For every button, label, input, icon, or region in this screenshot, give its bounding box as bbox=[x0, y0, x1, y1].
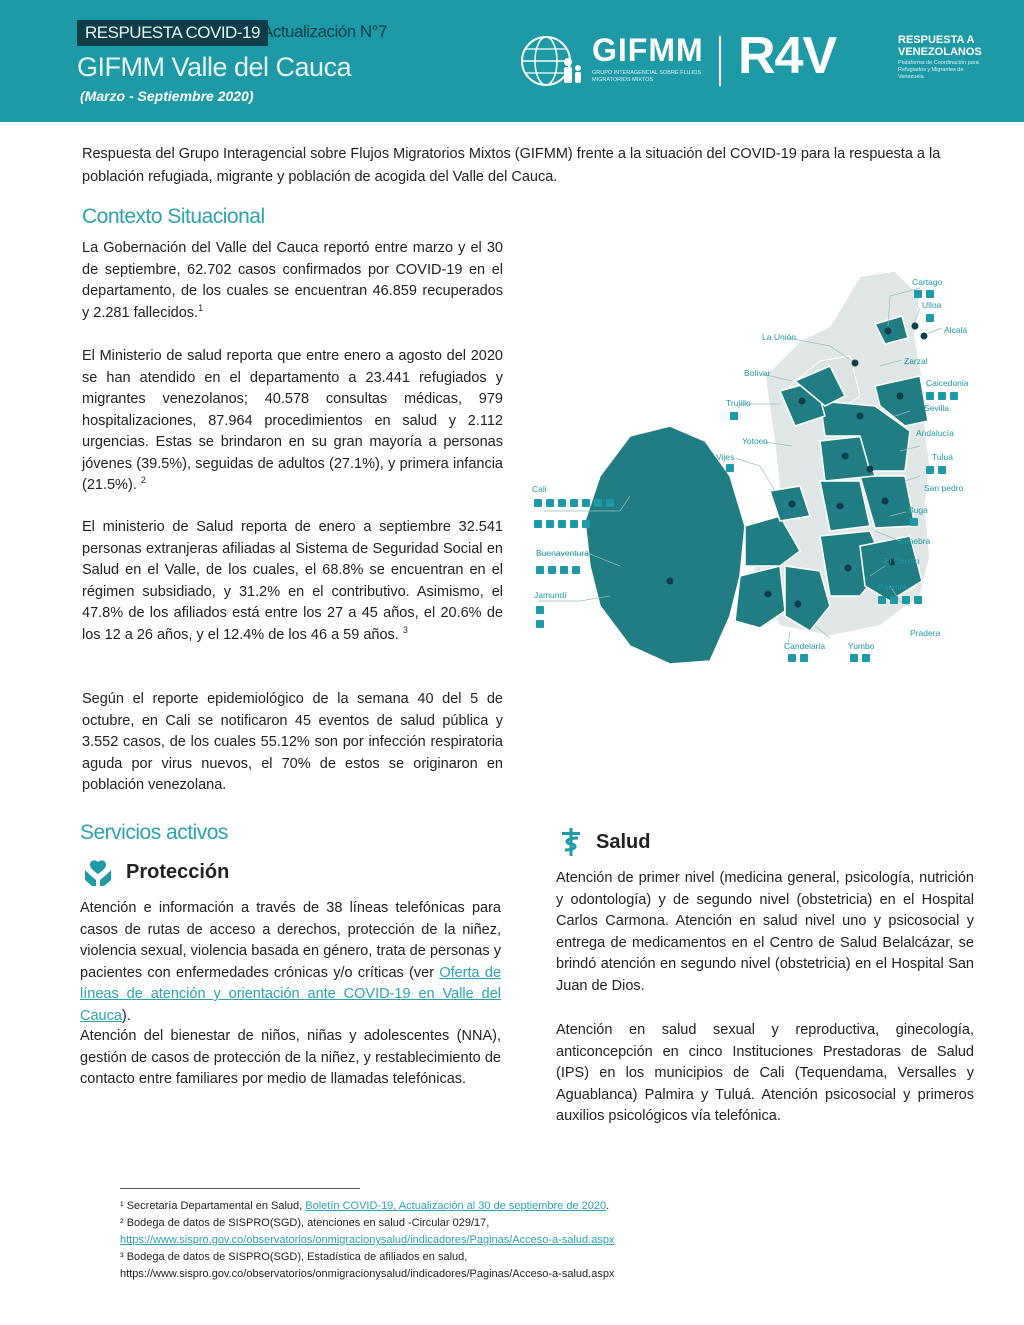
map-label-candelaria: Candelaria bbox=[784, 641, 826, 651]
map-label-buenaventura: Buenaventura bbox=[536, 548, 589, 558]
sector-icon bbox=[534, 499, 542, 507]
sector-icon bbox=[938, 466, 946, 474]
protection-hands-icon bbox=[82, 856, 114, 888]
proteccion-paragraph-1: Atención e información a través de 38 líneas telefónicas para casos de rutas de acceso a derechos, protección de la niñez, violencia sexual, violencia basada en género, trata de personas y pacientes con enfermedades crónicas y/o críticas (ver Oferta de líneas de atención y orientación ante COVID-19 en Valle del Cauca). bbox=[80, 900, 502, 1024]
footnote-2: ² Bodega de datos de SISPRO(SGD), atenciones en salud -Circular 029/17, https://www.sispro.gov.co/observatorios/onmigracionysalud/indicadores/Paginas/Acceso-a-salud.aspx bbox=[120, 1217, 615, 1246]
map-pin bbox=[897, 393, 904, 400]
map-pin bbox=[837, 503, 844, 510]
map-label-trujillo: Trujillo bbox=[726, 398, 751, 408]
map-label-cali: Cali bbox=[532, 484, 547, 494]
map-pin bbox=[885, 328, 892, 335]
sector-icon bbox=[950, 392, 958, 400]
sector-icon bbox=[926, 314, 934, 322]
footnote-divider bbox=[120, 1188, 360, 1189]
logo-divider bbox=[719, 36, 721, 86]
map-label-jamundi: Jamundí bbox=[534, 590, 567, 600]
map-label-cartago: Cartago bbox=[912, 277, 943, 287]
contexto-paragraph-3: El ministerio de Salud reporta de enero a septiembre 32.541 personas extranjeras afiliadas al Sistema de Seguridad Social en Salud en el Valle, de los cuales, el 68.8% se encuentran en el régimen subsidiado, y 31.2% en el contributivo. Asimismo, el 47.8% de los afiliados está entre los 27 a 45 años, el 20.6% de los 12 a 26 años, y el 12.4% de los 46 a 59 años. $^3$ bbox=[82, 519, 503, 643]
footnote-ref-1: 1 bbox=[198, 302, 204, 313]
map-label-caicedonia: Caicedonia bbox=[926, 378, 969, 388]
map-label-yumbo: Yumbo bbox=[848, 641, 875, 651]
map-pin bbox=[667, 578, 674, 585]
sector-icon bbox=[536, 566, 544, 574]
boletin-covid-link[interactable]: Boletín COVID-19, Actualización al 30 de septiembre de 2020 bbox=[305, 1200, 607, 1212]
health-caduceus-icon bbox=[558, 826, 584, 858]
sector-icon bbox=[546, 499, 554, 507]
sector-icon bbox=[536, 606, 544, 614]
oferta-lineas-link[interactable]: Oferta de líneas de atención y orientación ante COVID-19 en Valle del Cauca bbox=[80, 964, 502, 1024]
sector-icon bbox=[536, 620, 544, 628]
map-label-zarzal: Zarzal bbox=[904, 356, 928, 366]
salud-paragraph-2: Atención en salud sexual y reproductiva, ginecología, anticoncepción en cinco Instituciones Prestadoras de Salud (IPS) en los municipios de Cali (Tequendama, Versalles y Aguablanca) Palmira y Tuluá. Atención psicosocial y primeros auxilios psicológicos vía telefónica. bbox=[556, 1022, 974, 1124]
sector-icon bbox=[938, 392, 946, 400]
gifmm-logo-text: GIFMM bbox=[592, 32, 704, 68]
map-label-san-pedro: San pedro bbox=[924, 483, 964, 493]
map-pin bbox=[845, 565, 852, 572]
map-label-ulloa: Ulloa bbox=[922, 300, 942, 310]
sector-icon bbox=[606, 499, 614, 507]
sector-icon bbox=[570, 520, 578, 528]
servicios-heading: Servicios activos bbox=[80, 821, 228, 844]
r4v-logo: R4V bbox=[738, 27, 837, 85]
map-label-sevilla: Sevilla bbox=[924, 403, 950, 413]
sector-icon bbox=[546, 520, 554, 528]
proteccion-title: Protección bbox=[126, 860, 230, 883]
contexto-paragraph-1: La Gobernación del Valle del Cauca reportó entre marzo y el 30 de septiembre, 62.702 casos confirmados por COVID-19 en el departamento, de los cuales se encuentran 46.859 recuperados y 2.281 fallecidos.$^1$ bbox=[82, 240, 503, 321]
footnote-ref-3: 3 bbox=[402, 624, 408, 635]
footnotes bbox=[120, 1198, 720, 1283]
map-pin bbox=[789, 501, 796, 508]
footnote-1: ¹ Secretaría Departamental en Salud, Boletín COVID-19, Actualización al 30 de septiembre de 2020. bbox=[120, 1200, 610, 1212]
salud-paragraph-1: Atención de primer nivel (medicina general, psicología, nutrición y odontología) y de segundo nivel (obstetricia) en el Hospital Carlos Carmona. Atención en salud nivel uno y psicosocial y entrega de medicamentos en el Centro de Salud Belalcázar, se brindó atención en segundo nivel (obstetricia) en el Hospital San Juan de Dios. bbox=[556, 870, 974, 994]
sector-icon bbox=[800, 654, 808, 662]
map-pin bbox=[799, 398, 806, 405]
sector-icon bbox=[890, 596, 898, 604]
sector-icon bbox=[570, 499, 578, 507]
sector-icon bbox=[926, 290, 934, 298]
salud-title: Salud bbox=[596, 830, 651, 853]
sector-icon bbox=[926, 392, 934, 400]
map-label-el-cerrito: El Cerrito bbox=[884, 556, 920, 566]
map-pin bbox=[795, 601, 802, 608]
globe-people-icon bbox=[516, 32, 584, 90]
map-label-andalucia: Andalucía bbox=[916, 428, 954, 438]
sector-icon bbox=[582, 499, 590, 507]
map-label-alcala: Alcalá bbox=[944, 325, 968, 335]
sispro-link[interactable]: https://www.sispro.gov.co/observatorios/onmigracionysalud/indicadores/Paginas/Acceso-a-salud.aspx bbox=[120, 1234, 615, 1246]
sector-icon bbox=[914, 290, 922, 298]
map-label-tulua: Tuluá bbox=[932, 452, 953, 462]
r4v-logo-tagline: Plataforma de Coordinación para Refugiados y Migrantes de Venezuela bbox=[898, 60, 979, 80]
map-pin bbox=[765, 591, 772, 598]
gifmm-logo-tagline: GRUPO INTERAGENCIAL SOBRE FLUJOS MIGRATORIOS MIXTOS bbox=[592, 70, 702, 83]
map-label-bolivar: Bolívar bbox=[744, 368, 771, 378]
gifmm-logo bbox=[516, 32, 706, 90]
map-pin bbox=[842, 453, 849, 460]
footnote-ref-2: 2 bbox=[140, 475, 146, 486]
sector-icon bbox=[726, 464, 734, 472]
proteccion-heading bbox=[82, 856, 229, 888]
sector-icon bbox=[730, 412, 738, 420]
sector-icon bbox=[850, 654, 858, 662]
footnote-3: ³ Bodega de datos de SISPRO(SGD), Estadística de afiliados en salud, https://www.sispro.gov.co/observatorios/onmigracionysalud/indicadores/Paginas/Acceso-a-salud.aspx bbox=[120, 1251, 615, 1280]
contexto-heading: Contexto Situacional bbox=[82, 205, 265, 228]
salud-heading bbox=[558, 826, 650, 858]
sector-icon bbox=[558, 520, 566, 528]
page-subtitle: (Marzo - Septiembre 2020) bbox=[80, 88, 254, 104]
map-pin bbox=[882, 498, 889, 505]
contexto-paragraph-4: Según el reporte epidemiológico de la semana 40 del 5 de octubre, en Cali se notificaron 45 eventos de salud pública y 3.552 casos, de los cuales 55.12% son por infección respiratoria aguda por virus nuevos, el 70% de estos se originaron en población venezolana. bbox=[82, 691, 503, 793]
sector-icon bbox=[926, 466, 934, 474]
sector-icon bbox=[594, 499, 602, 507]
map-label-ginebra: Ginebra bbox=[900, 536, 931, 546]
sector-icon bbox=[560, 566, 568, 574]
map-label-pradera: Pradera bbox=[910, 628, 941, 638]
header-banner bbox=[0, 0, 1024, 122]
sector-icon bbox=[548, 566, 556, 574]
valle-del-cauca-map bbox=[530, 266, 990, 666]
sector-icon bbox=[788, 654, 796, 662]
map-label-palmira: Palmira bbox=[878, 582, 907, 592]
sector-icon bbox=[862, 654, 870, 662]
contexto-paragraph-2: El Ministerio de salud reporta que entre enero a agosto del 2020 se han atendido en el departamento a 23.441 refugiados y migrantes venezolanos; 40.578 consultas médicas, 979 hospitalizaciones, 87.964 procedimientos en salud y 2.112 urgencias. Estas se brindaron en su gran mayoría a personas jóvenes (39.5%), seguidas de adultos (27.1%), y primera infancia (21.5%). $^2$ bbox=[82, 348, 503, 493]
map-pin bbox=[912, 323, 919, 330]
covid-response-tag: RESPUESTA COVID-19 bbox=[77, 20, 268, 46]
map-pin bbox=[857, 413, 864, 420]
sector-icon bbox=[914, 596, 922, 604]
intro-paragraph: Respuesta del Grupo Interagencial sobre Flujos Migratorios Mixtos (GIFMM) frente a la situación del COVID-19 para la respuesta a la población refugiada, migrante y población de acogida del Valle del Cauca. bbox=[82, 146, 941, 185]
map-label-yotoco: Yotoco bbox=[742, 436, 768, 446]
sector-icon bbox=[534, 520, 542, 528]
update-number: Actualización N°7 bbox=[262, 22, 387, 41]
map-label-buga: Buga bbox=[908, 505, 928, 515]
sector-icon bbox=[558, 499, 566, 507]
sector-icon bbox=[878, 596, 886, 604]
map-label-vijes: Vijes bbox=[716, 452, 735, 462]
sector-icon bbox=[902, 596, 910, 604]
sector-icon bbox=[910, 518, 918, 526]
page-title: GIFMM Valle del Cauca bbox=[77, 52, 352, 82]
map-pin bbox=[852, 360, 859, 367]
sector-icon bbox=[582, 520, 590, 528]
sector-icon bbox=[572, 566, 580, 574]
proteccion-paragraph-2: Atención del bienestar de niños, niñas y adolescentes (NNA), gestión de casos de protección de la niñez, y restablecimiento de contacto entre familiares por medio de llamadas telefónicas. bbox=[80, 1028, 501, 1087]
map-label-la-union: La Unión bbox=[762, 332, 797, 342]
map-pin bbox=[867, 466, 874, 473]
r4v-logo-text: RESPUESTA A VENEZOLANOS bbox=[898, 34, 982, 58]
